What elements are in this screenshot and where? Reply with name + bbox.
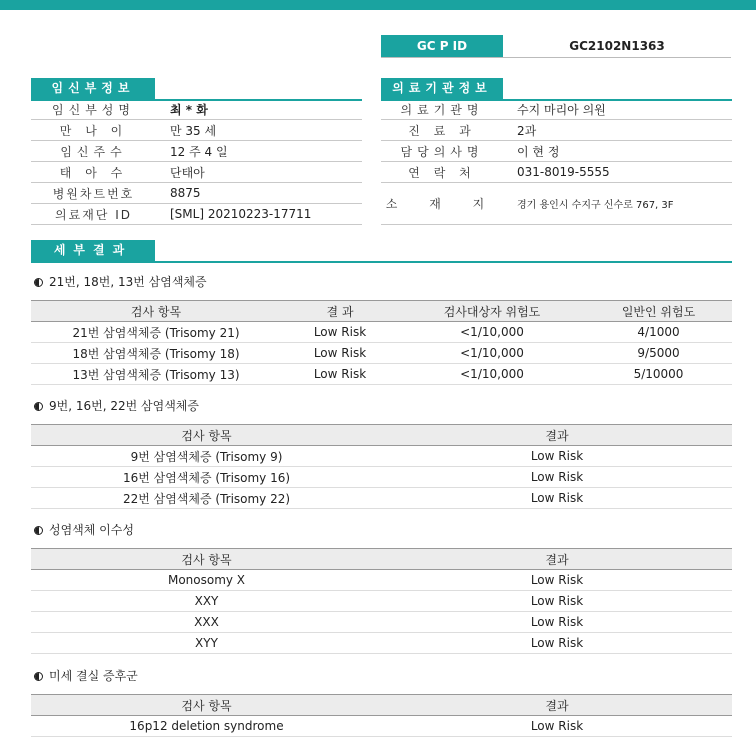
foundation-id-value: [SML] 20210223-17711 bbox=[156, 204, 362, 225]
column-header: 결과 bbox=[382, 549, 732, 570]
patient-info-table bbox=[31, 99, 362, 225]
result: Low Risk bbox=[281, 343, 399, 364]
result: Low Risk bbox=[382, 488, 732, 509]
doctor-value: 이 현 정 bbox=[503, 141, 732, 162]
table-row bbox=[381, 183, 732, 225]
gcp-id-box bbox=[381, 35, 731, 58]
table-row bbox=[31, 591, 732, 612]
clinic-info-header bbox=[381, 78, 732, 101]
subject-risk: <1/10,000 bbox=[399, 364, 585, 385]
patient-info-title: 임신부정보 bbox=[31, 78, 155, 99]
address-value: 경기 용인시 수지구 신수로 767, 3F bbox=[503, 183, 732, 225]
result: Low Risk bbox=[382, 612, 732, 633]
contact-value: 031-8019-5555 bbox=[503, 162, 732, 183]
column-header: 검사 항목 bbox=[31, 549, 382, 570]
result: Low Risk bbox=[382, 570, 732, 591]
table-row bbox=[31, 364, 732, 385]
table-header-row bbox=[31, 425, 732, 446]
column-header: 검사 항목 bbox=[31, 301, 281, 322]
top-accent-bar bbox=[0, 0, 756, 10]
fetus-count-value: 단태아 bbox=[156, 162, 362, 183]
result: Low Risk bbox=[382, 633, 732, 654]
section-title-trisomy-9-16-22 bbox=[34, 397, 199, 414]
test-item: 18번 삼염색체증 (Trisomy 18) bbox=[31, 343, 281, 364]
table-row bbox=[31, 183, 362, 204]
column-header: 검사 항목 bbox=[31, 695, 382, 716]
subject-risk: <1/10,000 bbox=[399, 322, 585, 343]
table-header-row bbox=[31, 549, 732, 570]
test-item: Monosomy X bbox=[31, 570, 382, 591]
table-header-row bbox=[31, 695, 732, 716]
gestation-key: 임신주수 bbox=[31, 141, 156, 162]
table-header-row bbox=[31, 301, 732, 322]
clinic-name-value: 수지 마리아 의원 bbox=[503, 99, 732, 120]
table-row bbox=[381, 141, 732, 162]
half-circle-icon bbox=[34, 402, 43, 411]
table-row bbox=[31, 488, 732, 509]
table-row bbox=[31, 162, 362, 183]
doctor-key: 담당의사명 bbox=[381, 141, 503, 162]
table-row bbox=[31, 612, 732, 633]
results-table-trisomy-21-18-13 bbox=[31, 300, 732, 385]
test-item: 21번 삼염색체증 (Trisomy 21) bbox=[31, 322, 281, 343]
table-row bbox=[31, 120, 362, 141]
gestation-value: 12 주 4 일 bbox=[156, 141, 362, 162]
result: Low Risk bbox=[382, 716, 732, 737]
patient-name-value: 최 * 화 bbox=[156, 99, 362, 120]
table-row bbox=[381, 99, 732, 120]
patient-name-key: 임신부성명 bbox=[31, 99, 156, 120]
address-key: 소 재 지 bbox=[381, 183, 503, 225]
result: Low Risk bbox=[382, 591, 732, 612]
half-circle-icon bbox=[34, 672, 43, 681]
section-title-text: 성염색체 이수성 bbox=[49, 523, 134, 537]
result: Low Risk bbox=[281, 322, 399, 343]
column-header: 결과 bbox=[382, 425, 732, 446]
column-header: 결과 bbox=[382, 695, 732, 716]
department-key: 진 료 과 bbox=[381, 120, 503, 141]
table-row bbox=[31, 633, 732, 654]
section-title-text: 21번, 18번, 13번 삼염색체증 bbox=[49, 275, 207, 289]
table-row bbox=[31, 141, 362, 162]
patient-info-header bbox=[31, 78, 362, 101]
gcp-id-value: GC2102N1363 bbox=[569, 39, 665, 53]
column-header: 검사대상자 위험도 bbox=[399, 301, 585, 322]
fetus-count-key: 태 아 수 bbox=[31, 162, 156, 183]
general-risk: 4/1000 bbox=[585, 322, 732, 343]
clinic-name-key: 의료기관명 bbox=[381, 99, 503, 120]
department-value: 2과 bbox=[503, 120, 732, 141]
table-row bbox=[31, 446, 732, 467]
table-row bbox=[31, 322, 732, 343]
column-header: 검사 항목 bbox=[31, 425, 382, 446]
section-title-microdeletion bbox=[34, 667, 138, 684]
detail-results-title: 세부결과 bbox=[31, 240, 155, 261]
results-table-sex-chromosome bbox=[31, 548, 732, 654]
test-item: 9번 삼염색체증 (Trisomy 9) bbox=[31, 446, 382, 467]
test-item: XXY bbox=[31, 591, 382, 612]
chart-number-value: 8875 bbox=[156, 183, 362, 204]
half-circle-icon bbox=[34, 526, 43, 535]
result: Low Risk bbox=[382, 446, 732, 467]
column-header: 일반인 위험도 bbox=[585, 301, 732, 322]
section-title-sex-chromosome bbox=[34, 521, 134, 538]
chart-number-key: 병원차트번호 bbox=[31, 183, 156, 204]
table-row bbox=[31, 570, 732, 591]
result: Low Risk bbox=[382, 467, 732, 488]
result: Low Risk bbox=[281, 364, 399, 385]
test-item: 16번 삼염색체증 (Trisomy 16) bbox=[31, 467, 382, 488]
foundation-id-key: 의료재단 ID bbox=[31, 204, 156, 225]
table-row bbox=[31, 467, 732, 488]
half-circle-icon bbox=[34, 278, 43, 287]
section-title-trisomy-21-18-13 bbox=[34, 273, 207, 290]
test-item: 22번 삼염색체증 (Trisomy 22) bbox=[31, 488, 382, 509]
test-item: 13번 삼염색체증 (Trisomy 13) bbox=[31, 364, 281, 385]
section-title-text: 미세 결실 증후군 bbox=[49, 669, 138, 683]
section-title-text: 9번, 16번, 22번 삼염색체증 bbox=[49, 399, 199, 413]
gcp-id-label: GC P ID bbox=[381, 35, 503, 57]
table-row bbox=[31, 204, 362, 225]
clinic-info-title: 의료기관정보 bbox=[381, 78, 503, 99]
results-table-microdeletion bbox=[31, 694, 732, 737]
table-row bbox=[31, 99, 362, 120]
table-row bbox=[381, 162, 732, 183]
table-row bbox=[31, 343, 732, 364]
general-risk: 9/5000 bbox=[585, 343, 732, 364]
age-value: 만 35 세 bbox=[156, 120, 362, 141]
subject-risk: <1/10,000 bbox=[399, 343, 585, 364]
table-row bbox=[381, 120, 732, 141]
age-key: 만 나 이 bbox=[31, 120, 156, 141]
test-item: XYY bbox=[31, 633, 382, 654]
table-row bbox=[31, 716, 732, 737]
column-header: 결 과 bbox=[281, 301, 399, 322]
test-item: 16p12 deletion syndrome bbox=[31, 716, 382, 737]
contact-key: 연 락 처 bbox=[381, 162, 503, 183]
results-table-trisomy-9-16-22 bbox=[31, 424, 732, 509]
general-risk: 5/10000 bbox=[585, 364, 732, 385]
test-item: XXX bbox=[31, 612, 382, 633]
detail-results-header bbox=[31, 240, 732, 263]
clinic-info-table bbox=[381, 99, 732, 225]
